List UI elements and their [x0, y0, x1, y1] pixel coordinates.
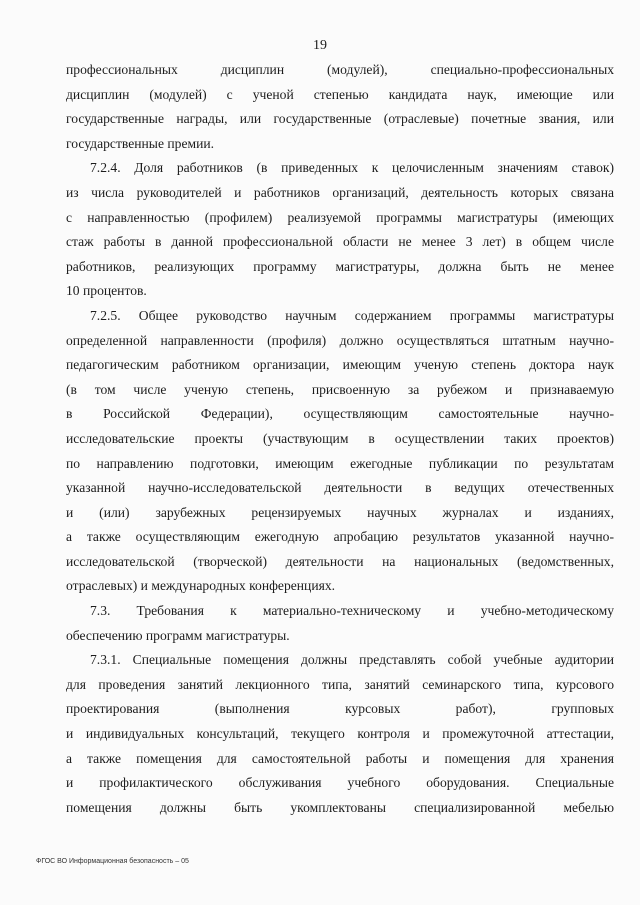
text-line: с направленностью (профилем) реализуемой программы магистратуры (имеющих [66, 209, 614, 225]
page-number: 19 [313, 38, 327, 53]
text-line: 7.3. Требования к материально-техническому и учебно-методическому [90, 603, 614, 619]
text-line: а также помещения для самостоятельной работы и помещения для хранения [66, 750, 614, 766]
text-line: и профилактического обслуживания учебного оборудования. Специальные [66, 775, 614, 791]
text-line: исследовательские проекты (участвующим в осуществлении таких проектов) [66, 430, 614, 446]
text-line: отраслевых) и международных конференциях. [66, 578, 336, 594]
text-line: государственные премии. [66, 135, 215, 151]
text-line: дисциплин (модулей) с ученой степенью кандидата наук, имеющие или [66, 86, 614, 102]
text-line: педагогическим работником организации, имеющим ученую степень доктора наук [66, 357, 614, 373]
text-line: государственные награды, или государственные (отраслевые) почетные звания, или [66, 111, 614, 127]
text-line: обеспечению программ магистратуры. [66, 627, 290, 643]
text-line: проектирования (выполнения курсовых работ), групповых [66, 701, 614, 717]
footer-label: ФГОС ВО Информационная безопасность – 05 [36, 858, 189, 865]
text-line: и индивидуальных консультаций, текущего контроля и промежуточной аттестации, [66, 726, 614, 742]
body-text [66, 58, 614, 820]
text-line: 10 процентов. [66, 283, 147, 299]
text-line: указанной научно-исследовательской деятельности в ведущих отечественных [66, 480, 614, 496]
text-line: в Российской Федерации), осуществляющим самостоятельные научно- [66, 406, 614, 422]
text-line: 7.2.4. Доля работников (в приведенных к целочисленным значениям ставок) [90, 160, 614, 176]
text-line: 7.3.1. Специальные помещения должны представлять собой учебные аудитории [90, 652, 614, 668]
text-line: исследовательской (творческой) деятельности на национальных (ведомственных, [66, 553, 614, 569]
text-line: профессиональных дисциплин (модулей), специально-профессиональных [66, 62, 614, 77]
text-line: а также осуществляющим ежегодную апробацию результатов указанной научно- [66, 529, 614, 545]
text-line: (в том числе ученую степень, присвоенную за рубежом и признаваемую [66, 381, 614, 397]
text-line: определенной направленности (профиля) должно осуществляться штатным научно- [66, 332, 614, 348]
text-line: из числа руководителей и работников организаций, деятельность которых связана [66, 184, 614, 200]
text-line: помещения должны быть укомплектованы специализированной мебелью [66, 799, 614, 815]
text-line: и (или) зарубежных рецензируемых научных журналах и изданиях, [66, 504, 614, 520]
text-line: стаж работы в данной профессиональной области не менее 3 лет) в общем числе [66, 234, 614, 250]
text-line: для проведения занятий лекционного типа, занятий семинарского типа, курсового [66, 676, 614, 692]
text-line: по направлению подготовки, имеющим ежегодные публикации по результатам [66, 455, 614, 471]
text-line: работников, реализующих программу магистратуры, должна быть не менее [66, 258, 614, 274]
text-line: 7.2.5. Общее руководство научным содержанием программы магистратуры [90, 307, 614, 323]
